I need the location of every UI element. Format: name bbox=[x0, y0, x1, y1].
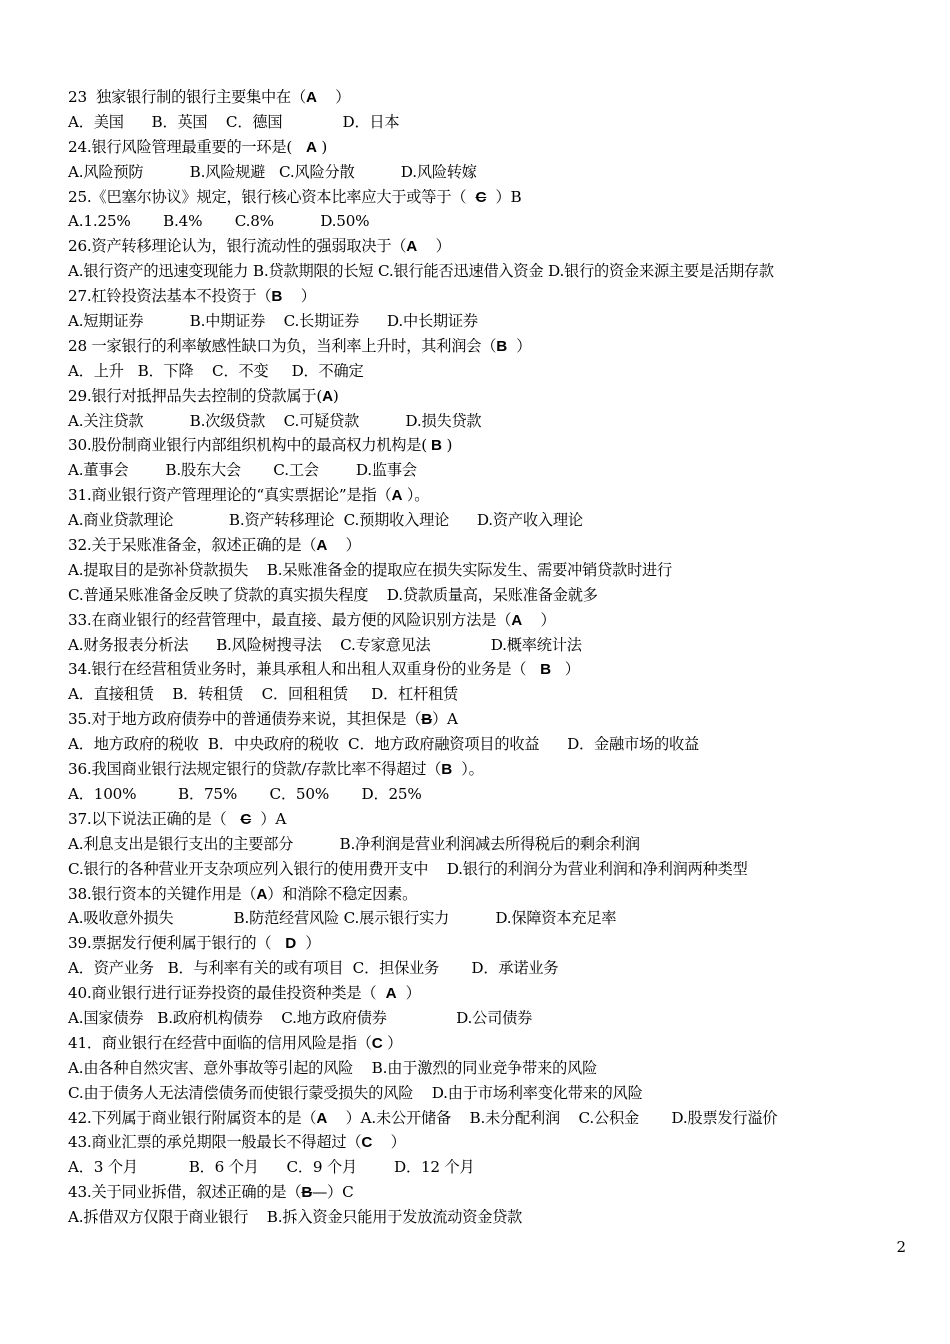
text-segment: A.吸收意外损失 B.防范经营风险 C.展示银行实力 D.保障资本充足率 bbox=[68, 909, 617, 928]
text-segment: 32.关于呆账准备金，叙述正确的是（ bbox=[68, 536, 317, 555]
text-segment: 40.商业银行进行证券投资的最佳投资种类是（ bbox=[68, 984, 386, 1003]
text-line bbox=[68, 85, 928, 110]
text-segment: 35.对于地方政府债券中的普通债券来说，其担保是（ bbox=[68, 710, 422, 729]
text-segment: 31.商业银行资产管理理论的“真实票据论”是指（ bbox=[68, 486, 392, 505]
text-segment: A.利息支出是银行支出的主要部分 B.净利润是营业利润减去所得税后的剩余利润 bbox=[68, 834, 640, 853]
text-segment: ） bbox=[316, 88, 351, 106]
text-line bbox=[68, 633, 928, 658]
text-segment: 42.下列属于商业银行附属资本的是（ bbox=[68, 1108, 317, 1127]
text-segment: ）。 bbox=[402, 486, 430, 505]
text-segment: A．地方政府的税收 B．中央政府的税收 C．地方政府融资项目的收益 D．金融市场的收益 bbox=[68, 735, 699, 754]
text-segment: 36.我国商业银行法规定银行的贷款/存款比率不得超过（ bbox=[68, 760, 442, 779]
text-segment: ) bbox=[441, 436, 453, 455]
struck-answer-mark: B bbox=[301, 1184, 313, 1202]
text-segment: A.商业贷款理论 B.资产转移理论 C.预期收入理论 D.资产收入理论 bbox=[68, 511, 583, 530]
text-segment: 30.股份制商业银行内部组织机构中的最高权力机构是( bbox=[68, 436, 428, 455]
text-segment: A.董事会 B.股东大会 C.工会 D.监事会 bbox=[68, 461, 417, 480]
text-line bbox=[68, 757, 928, 782]
answer-mark: D bbox=[285, 935, 297, 953]
text-line bbox=[68, 1155, 928, 1180]
text-line bbox=[68, 1031, 928, 1056]
text-line bbox=[68, 906, 928, 931]
answer-mark: A bbox=[316, 537, 328, 555]
page-number: 2 bbox=[896, 1238, 906, 1256]
text-segment: A．上升 B．下降 C．不变 D．不确定 bbox=[68, 361, 364, 380]
text-segment: A．100% B．75% C．50% D．25% bbox=[68, 784, 422, 803]
text-line bbox=[68, 160, 928, 185]
text-line bbox=[68, 458, 928, 483]
text-segment: ）B bbox=[486, 187, 522, 206]
text-line bbox=[68, 682, 928, 707]
text-segment: ） bbox=[372, 1133, 406, 1152]
text-segment: ） bbox=[327, 536, 361, 555]
text-line bbox=[68, 1006, 928, 1031]
text-segment: ） bbox=[396, 984, 421, 1003]
text-segment: 38.银行资本的关键作用是（ bbox=[68, 884, 257, 903]
text-segment: ）A bbox=[432, 710, 458, 729]
text-line bbox=[68, 508, 928, 533]
text-segment: A.关注贷款 B.次级贷款 C.可疑贷款 D.损失贷款 bbox=[68, 411, 482, 430]
text-segment: ） bbox=[382, 1033, 403, 1052]
text-line bbox=[68, 981, 928, 1006]
text-segment: ） bbox=[550, 660, 580, 679]
text-line bbox=[68, 608, 928, 633]
text-line bbox=[68, 732, 928, 757]
text-line bbox=[68, 583, 928, 608]
text-segment: ）和消除不稳定因素。 bbox=[267, 884, 418, 903]
text-line bbox=[68, 832, 928, 857]
text-segment: 28 一家银行的利率敏感性缺口为负，当利率上升时，其利润会（ bbox=[68, 336, 497, 355]
text-segment: 43.商业汇票的承兑期限一般最长不得超过（ bbox=[68, 1133, 362, 1152]
answer-mark: C bbox=[361, 1134, 373, 1152]
text-segment: 39.票据发行便利属于银行的（ bbox=[68, 934, 286, 953]
text-line bbox=[68, 882, 928, 907]
text-line bbox=[68, 857, 928, 882]
text-line bbox=[68, 558, 928, 583]
text-segment: A.国家债券 B.政府机构债券 C.地方政府债券 D.公司债券 bbox=[68, 1008, 533, 1027]
text-line bbox=[68, 334, 928, 359]
text-segment: 25.《巴塞尔协议》规定，银行核心资本比率应大于或等于（ bbox=[68, 187, 476, 206]
text-segment: C.普通呆账准备金反映了贷款的真实损失程度 D.贷款质量高，呆账准备金就多 bbox=[68, 585, 598, 604]
text-segment: A．3 个月 B．6 个月 C．9 个月 D．12 个月 bbox=[68, 1158, 475, 1177]
text-line bbox=[68, 483, 928, 508]
answer-mark: A bbox=[306, 138, 317, 156]
text-line bbox=[68, 1130, 928, 1155]
text-segment: C.银行的各种营业开支杂项应列入银行的使用费开支中 D.银行的利润分为营业利润和净利润两种类型 bbox=[68, 859, 748, 878]
text-line bbox=[68, 1081, 928, 1106]
answer-mark: B bbox=[540, 661, 551, 679]
text-segment: ) bbox=[316, 137, 328, 156]
answer-mark: A bbox=[406, 238, 418, 256]
text-segment: ） bbox=[507, 336, 532, 355]
text-line bbox=[68, 384, 928, 409]
text-segment: 26.资产转移理论认为，银行流动性的强弱取决于（ bbox=[68, 237, 407, 256]
text-line bbox=[68, 956, 928, 981]
question-text-body bbox=[68, 85, 928, 1230]
text-segment: ） bbox=[282, 287, 316, 306]
text-line bbox=[68, 807, 928, 832]
text-line bbox=[68, 110, 928, 135]
text-segment: ） bbox=[522, 610, 556, 629]
text-line bbox=[68, 259, 928, 284]
text-segment: 27.杠铃投资法基本不投资于（ bbox=[68, 287, 272, 306]
text-segment: A．美国 B．英国 C．德国 D．日本 bbox=[68, 112, 400, 131]
text-segment: 41．商业银行在经营中面临的信用风险是指（ bbox=[68, 1033, 372, 1052]
text-segment: A．直接租赁 B．转租赁 C．回租租赁 D．杠杆租赁 bbox=[68, 685, 459, 704]
text-segment: A.财务报表分析法 B.风险树搜寻法 C.专家意见法 D.概率统计法 bbox=[68, 635, 582, 654]
text-segment: A.1.25% B.4% C.8% D.50% bbox=[68, 212, 370, 231]
text-segment: —）C bbox=[312, 1183, 354, 1202]
text-line bbox=[68, 533, 928, 558]
text-line bbox=[68, 185, 928, 210]
text-segment: ）A bbox=[251, 809, 287, 828]
answer-mark: A bbox=[385, 985, 397, 1003]
text-line bbox=[68, 1106, 928, 1131]
text-line bbox=[68, 931, 928, 956]
answer-mark: A bbox=[256, 885, 268, 903]
text-line bbox=[68, 409, 928, 434]
text-segment: A.由各种自然灾害、意外事故等引起的风险 B.由于激烈的同业竞争带来的风险 bbox=[68, 1058, 598, 1077]
text-line bbox=[68, 433, 928, 458]
text-segment: ） bbox=[417, 237, 451, 256]
text-segment: 34.银行在经营租赁业务时，兼具承租人和出租人双重身份的业务是（ bbox=[68, 660, 541, 679]
answer-mark: C bbox=[371, 1034, 383, 1052]
text-segment: A.短期证券 B.中期证券 C.长期证券 D.中长期证券 bbox=[68, 312, 478, 331]
text-line bbox=[68, 1180, 928, 1205]
text-line bbox=[68, 359, 928, 384]
text-segment: A.拆借双方仅限于商业银行 B.拆入资金只能用于发放流动资金贷款 bbox=[68, 1208, 523, 1227]
struck-answer-mark: B bbox=[421, 711, 433, 729]
text-segment: ) bbox=[332, 386, 339, 405]
answer-mark: A bbox=[306, 89, 317, 106]
text-line bbox=[68, 309, 928, 334]
answer-mark: A bbox=[322, 387, 333, 405]
answer-mark: A bbox=[511, 611, 522, 629]
text-segment: 29.银行对抵押品失去控制的贷款属于( bbox=[68, 386, 323, 405]
text-line bbox=[68, 284, 928, 309]
text-segment: ）A.未公开储备 B.未分配利润 C.公积金 D.股票发行溢价 bbox=[327, 1108, 778, 1127]
text-line bbox=[68, 707, 928, 732]
text-line bbox=[68, 209, 928, 234]
struck-answer-mark: C bbox=[475, 188, 487, 206]
answer-mark: B bbox=[441, 761, 452, 779]
answer-mark: A bbox=[391, 487, 403, 505]
text-line bbox=[68, 657, 928, 682]
text-line bbox=[68, 1056, 928, 1081]
text-line bbox=[68, 782, 928, 807]
text-line bbox=[68, 1205, 928, 1230]
text-segment: 37.以下说法正确的是（ bbox=[68, 809, 241, 828]
text-line bbox=[68, 135, 928, 160]
answer-mark: B bbox=[427, 437, 442, 455]
text-segment: C.由于债务人无法清偿债务而使银行蒙受损失的风险 D.由于市场利率变化带来的风险 bbox=[68, 1083, 643, 1102]
struck-answer-mark: C bbox=[240, 810, 252, 828]
answer-mark: A bbox=[316, 1109, 328, 1127]
text-segment: 24.银行风险管理最重要的一环是( bbox=[68, 137, 306, 156]
text-segment: 33.在商业银行的经营管理中，最直接、最方便的风险识别方法是（ bbox=[68, 610, 512, 629]
text-segment: ） bbox=[296, 934, 321, 953]
text-segment: A.银行资产的迅速变现能力 B.贷款期限的长短 C.银行能否迅速借入资金 D.银行的资金来源主要是活期存款 bbox=[68, 262, 774, 281]
text-segment: 43.关于同业拆借，叙述正确的是（ bbox=[68, 1183, 302, 1202]
text-line bbox=[68, 234, 928, 259]
text-segment: A.风险预防 B.风险规避 C.风险分散 D.风险转嫁 bbox=[68, 162, 477, 181]
text-segment: 23 独家银行制的银行主要集中在（ bbox=[68, 88, 307, 106]
answer-mark: B bbox=[271, 288, 283, 306]
text-segment: A.提取目的是弥补贷款损失 B.呆账准备金的提取应在损失实际发生、需要冲销贷款时进行 bbox=[68, 560, 673, 579]
answer-mark: B bbox=[496, 337, 507, 355]
text-segment: A．资产业务 B．与利率有关的或有项目 C．担保业务 D．承诺业务 bbox=[68, 959, 559, 978]
text-segment: ）。 bbox=[451, 760, 484, 779]
